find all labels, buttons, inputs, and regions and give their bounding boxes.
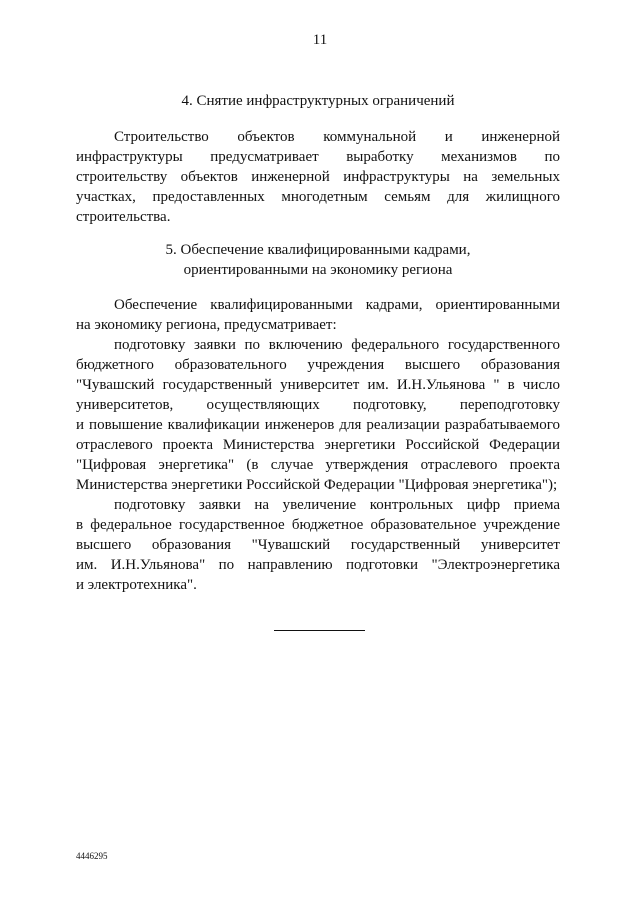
- section-5-heading-line: 5. Обеспечение квалифицированными кадрами,: [165, 242, 471, 258]
- section-4-paragraph-line: участках, предоставленных многодетным семьям для жилищного: [76, 189, 560, 205]
- list-item-line: подготовку заявки по включению федерального государственного: [114, 337, 560, 353]
- list-item-line: Министерства энергетики Российской Федерации "Цифровая энергетика");: [76, 477, 558, 493]
- section-4-paragraph-line: инфраструктуры предусматривает выработку механизмов по: [76, 149, 560, 165]
- list-item-line: бюджетного образовательного учреждения высшего образования: [76, 357, 560, 373]
- section-4-paragraph-line: строительству объектов инженерной инфраструктуры на земельных: [76, 169, 560, 185]
- section-4-paragraph-line: строительства.: [76, 209, 171, 225]
- section-4-paragraph-line: Строительство объектов коммунальной и инженерной: [114, 129, 560, 145]
- list-item-line: подготовку заявки на увеличение контрольных цифр приема: [114, 497, 560, 513]
- section-4-heading: 4. Снятие инфраструктурных ограничений: [181, 93, 455, 109]
- section-5-intro-line: на экономику региона, предусматривает:: [76, 317, 337, 333]
- list-item-line: "Цифровая энергетика" (в случае утверждения отраслевого проекта: [76, 457, 560, 473]
- list-item-line: им. И.Н.Ульянова" по направлению подготовки "Электроэнергетика: [76, 557, 560, 573]
- list-item-line: в федеральное государственное бюджетное образовательное учреждение: [76, 517, 560, 533]
- section-5-heading-line: ориентированными на экономику региона: [183, 262, 453, 278]
- section-5-intro-line: Обеспечение квалифицированными кадрами, ориентированными: [114, 297, 560, 313]
- list-item-line: и повышение квалификации инженеров для реализации разрабатываемого: [76, 417, 560, 433]
- document-id: 4446295: [76, 851, 108, 861]
- list-item-line: "Чувашский государственный университет им. И.Н.Ульянова " в число: [76, 377, 560, 393]
- end-separator: [274, 630, 365, 631]
- list-item-line: и электротехника".: [76, 577, 197, 593]
- list-item-line: высшего образования "Чувашский государственный университет: [76, 537, 560, 553]
- list-item-line: отраслевого проекта Министерства энергетики Российской Федерации: [76, 437, 560, 453]
- page-number: 11: [312, 32, 328, 48]
- list-item-line: университетов, осуществляющих подготовку, переподготовку: [76, 397, 560, 413]
